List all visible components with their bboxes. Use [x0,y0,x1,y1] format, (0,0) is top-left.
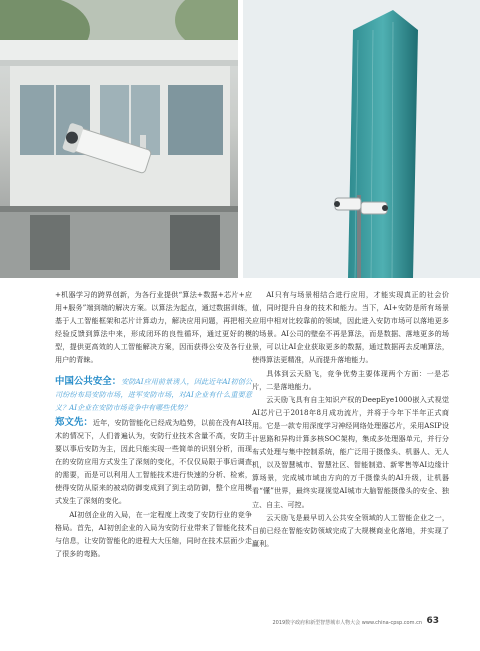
question-speaker: 中国公共安全： [55,375,122,387]
right-paragraph-3: 云天励飞具有自主知识产权的DeepEye1000嵌入式视觉AI芯片已于2018年8月成功流片，并将于今年下半年正式商用。它是一款专用深度学习神经网络处理器芯片，采用ASIP设计思路和异构计算多核SOC架构，集成多处理器单元，并行分布式处理与集中控制系统，能广泛用于摄像头、机器人、无人机，以及智慧城市、智慧社区、智能制造、新零售等AI边缘计算场景，完成城市域由方向的万千摄像头的AI升级，让机器看“懂”世界，最终实现视觉AI城市大脑智能摄像头的安全、独立、自主、可控。 [252,394,449,509]
left-paragraph-1: +机器学习的跨界创新，为各行业提供“算法+数据+芯片+应用+服务”端到端的解决方案。以算法为起点，通过数据训练，基于人工智能框架和芯片计算动力，解决应用问题，再把相关经验反馈到算法中来，形成闭环的良性循环，通过更好的模型，提供更高效的人工智能解决方案，因而获得公安及各行业用户的青睐。 [55,290,252,365]
left-text-column [55,288,252,560]
interview-answer [55,416,252,508]
answer-text: 近年，安防智能化已经成为趋势，以前在没有AI技术的情况下，人们普遍认为，安防行业技术含量不高，安防主要以事后安防为主，因此只能实现一些简单的识别分析，而现在的安防应用方式发生了深刻的变化，不仅仅局限于事后调查的需要，而是可以利用人工智能技术进行快速的分析、检索，使得安防从原来的被动防御变成到了到主动防御，整个应用模式发生了深刻的变化。 [55,417,252,506]
footer-text: 2019数字政府和新型智慧城市人物大会 www.china-cpsp.com.cn [272,620,422,626]
skyscraper-illustration [243,0,480,278]
right-paragraph-4: 云天励飞是最早切入公共安全领域的人工智能企业之一，目前已经在智能安防领域完成了大规模商业化落地，并实现了赢利。 [252,512,449,548]
page-footer [0,616,480,630]
security-camera-illustration [0,0,238,278]
question-text: 安防AI应用前景诱人，因此近年AI初创公司纷纷布局安防市场，进军安防市场，对AI企业有什么重要意义？AI企业在安防市场竞争中有哪些优势？ [55,376,252,412]
right-paragraph-2: 具体到云天励飞，竞争优势主要体现两个方面：一是芯片，二是落地能力。 [252,368,449,391]
right-text-column [252,288,449,550]
right-paragraph-1: AI只有与场景相结合进行应用，才能实现真正的社会价值，同时提升自身的技术和能力。当下，AI+安防是所有场景应用中相对比较靠前的领域，因此进入安防市场可以落地更多的场景。AI公司的壁垒不再是算法，而是数据、落地更多的场景，可以让AI企业获取更多的数据，通过数据再去反哺算法，使得算法更精准，从而提升落地能力。 [252,290,449,365]
page-number: 63 [426,616,439,626]
answer-speaker: 郑文先： [55,416,93,428]
left-paragraph-3: AI初创企业的入局，在一定程度上改变了安防行业的竞争格局。首先，AI初创企业的入局为安防行业带来了智能化技术与信息，让安防智能化的进程大大压缩，同时在技术层面少走了很多的弯路。 [55,509,252,558]
skyscraper-camera-photo [243,0,480,278]
interview-question [55,375,252,414]
security-camera-photo [0,0,238,278]
